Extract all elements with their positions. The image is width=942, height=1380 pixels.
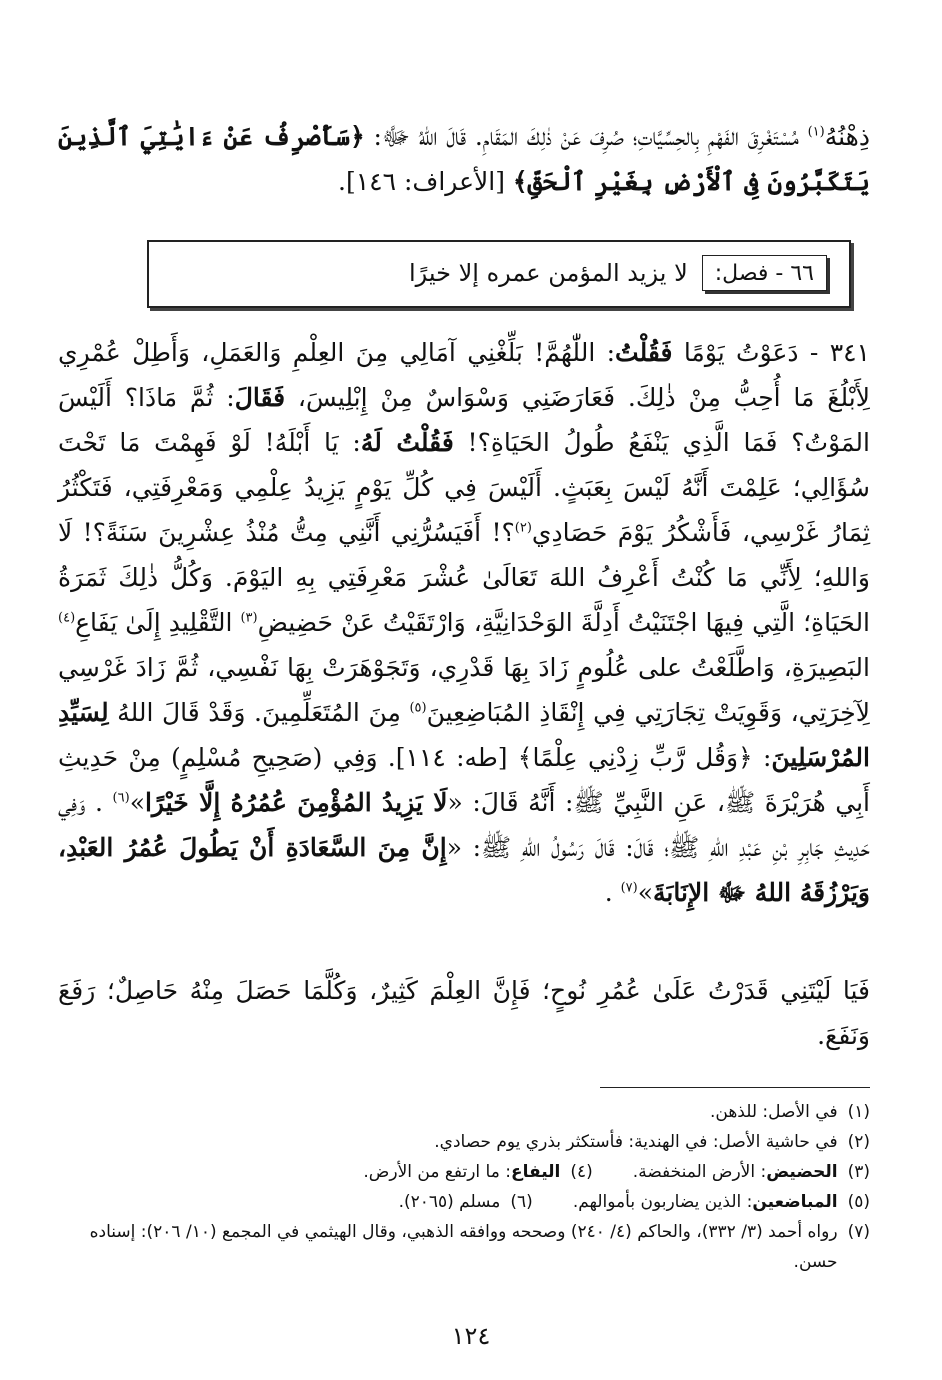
footnote-text: في حاشية الأصل: في الهندية: فأستكثر بذري يوم حصادي. (434, 1132, 838, 1152)
intro-paragraph (58, 114, 870, 204)
footnote-text: : الذين يضاربون بأموالهم. (572, 1192, 753, 1212)
footnote-ref-4[interactable]: (٤) (58, 610, 76, 626)
text-segment: . وَفِي حَدِيثِ جَابِرِ بْنِ عَبْدِ اللهِ ﷺ؛ قَالَ: قَالَ رَسُولُ اللهِ ﷺ: « (58, 788, 870, 862)
footnote-number: (٦) (510, 1192, 533, 1212)
footnote-ref-2[interactable]: (٢) (514, 520, 532, 536)
verse-reference: [الأعراف: ١٤٦]. (338, 167, 513, 196)
footnote-text: : ما ارتفع من الأرض. (363, 1162, 511, 1182)
footnote-divider (600, 1087, 870, 1088)
intro-text-2: مُسْتَغْرِقَ الفَهْمِ بِالحِسِّيَّاتِ؛ صُرِفَ عَنْ ذٰلِكَ المَقَامِ. قَالَ اللهُ ﷻ: (364, 122, 808, 151)
footnote-term: المباضعين (752, 1192, 838, 1212)
footnote-text: : الأرض المنخفضة. (632, 1162, 767, 1182)
footnote-number: (٣) (847, 1162, 870, 1182)
text-segment: » (637, 878, 654, 907)
page-number: ١٢٤ (451, 1322, 491, 1350)
main-paragraph (58, 330, 870, 915)
text-segment: . (604, 878, 621, 907)
closing-paragraph (58, 968, 870, 1058)
text-segment: : ﴿وَقُل رَّبِّ زِدْنِي عِلْمًا﴾ [طه: ١١٤]. وَفِي (صَحِيحِ مُسْلِمٍ) مِنْ حَدِيثِ أَبِي هُرَيْرَةَ ﷺ، عَنِ النَّبِيِّ ﷺ: أَنَّهُ قَالَ: « (58, 743, 870, 817)
footnote-number: (٤) (570, 1162, 593, 1182)
footnote-ref-7[interactable]: (٧) (620, 880, 638, 896)
section-title: لا يزيد المؤمن عمره إلا خيرًا (409, 259, 688, 287)
text-segment: : اللّٰهُمَّ! بَلِّغْنِي آمَالِي مِنَ العِلْمِ وَالعَمَلِ، وَأَطِلْ عُمْرِي لِأَبْلُغَ مَا أُحِبُّ مِنْ ذٰلِكَ. فَعَارَضَنِي وَسْوَاسٌ مِنْ إِبْلِيسَ، (58, 338, 870, 412)
bold-phrase: فَقُلْتُ لَهُ (360, 428, 454, 457)
bold-phrase: فَقُلْتُ (615, 338, 673, 367)
text-segment: : ثُمَّ مَاذَا؟ أَلَيْسَ المَوْتُ؟ فَمَا الَّذِي يَنْفَعُ طُولُ الحَيَاةِ؟! (58, 383, 870, 457)
footnote-ref-6[interactable]: (٦) (112, 790, 130, 806)
footnote-number: (٥) (847, 1192, 870, 1212)
intro-text-1: ذِهْنُهُ (824, 122, 870, 151)
footnotes (58, 1097, 870, 1277)
footnote-term: اليفاع (510, 1162, 561, 1182)
text-segment: التَّقْلِيدِ إِلَىٰ يَفَاعِ (75, 608, 241, 637)
footnote-row-3-4 (58, 1157, 870, 1187)
footnote-ref-1[interactable]: (١) (807, 124, 825, 140)
footnote-7 (58, 1217, 870, 1277)
footnote-term: الحضيض (766, 1162, 838, 1182)
quran-verse: ﴿سَأَصْرِفُ عَنْ ءَايَٰتِيَ ٱلَّذِينَ يَتَكَبَّرُونَ فِى ٱلْأَرْضِ بِغَيْرِ ٱلْحَقِّ﴾ (58, 122, 870, 196)
section-heading (409, 254, 827, 292)
footnote-1 (58, 1097, 870, 1127)
footnote-5 (573, 1187, 870, 1217)
bold-phrase: لِسَيِّدِ المُرْسَلِينَ (58, 698, 870, 772)
footnote-text: في الأصل: للذهن. (709, 1102, 838, 1122)
footnote-6 (399, 1187, 533, 1217)
footnote-4 (363, 1157, 592, 1187)
text-segment: ٣٤١ - دَعَوْتُ يَوْمًا (672, 338, 870, 367)
footnote-ref-5[interactable]: (٥) (409, 700, 427, 716)
closing-text: فَيَا لَيْتَنِي قَدَرْتُ عَلَىٰ عُمُرِ نُوحٍ؛ فَإِنَّ العِلْمَ كَثِيرٌ، وَكُلَّمَا حَصَلَ مِنْهُ حَاصِلٌ؛ رَفَعَ وَنَفَعَ. (58, 976, 870, 1050)
text-segment: مِنَ المُتَعَلِّمِينَ. وَقَدْ قَالَ اللهُ (108, 698, 410, 727)
footnote-number: (٧) (847, 1222, 870, 1242)
footnote-number: (١) (847, 1102, 870, 1122)
footnote-text: رواه أحمد (٣/ ٣٣٢)، والحاكم (٤/ ٢٤٠) وصححه ووافقه الذهبي، وقال الهيثمي في المجمع (١٠/ ٢٠٦): إسناده حسن. (89, 1222, 838, 1272)
footnote-3 (633, 1157, 870, 1187)
footnote-ref-3[interactable]: (٣) (240, 610, 258, 626)
section-heading-box (147, 240, 851, 308)
text-segment: » (129, 788, 145, 817)
hadith-text: إِنَّ مِنَ السَّعَادَةِ أَنْ يَطُولَ عُمُرُ العَبْدِ، وَيَرْزُقَهُ اللهُ ﷻ الإِنَابَةَ (58, 833, 870, 907)
text-segment: : يَا أَبْلَهُ! لَوْ فَهِمْتَ مَا تَحْتَ سُؤَالِي؛ عَلِمْتَ أَنَّهُ لَيْسَ بِعَبَثٍ. أَلَيْسَ فِي كُلِّ يَوْمٍ يَزِيدُ عِلْمِي وَمَعْرِفَتِي، فَتَكْثُرُ ثِمَارُ غَرْسِي، فَأَشْكُرُ يَوْمَ حَصَادِي (58, 428, 870, 547)
bold-phrase: فَقَالَ (234, 383, 286, 412)
footnote-2 (58, 1127, 870, 1157)
text-segment: ؟! أَفَيَسُرُّنِي أَنَّنِي مِتُّ مُنْذُ عِشْرِينَ سَنَةً؟! لَا وَاللهِ؛ لِأَنِّي مَا كُنْتُ أَعْرِفُ اللهَ تَعَالَىٰ عُشْرَ مَعْرِفَتِي بِهِ اليَوْمَ. وَكُلُّ ذٰلِكَ ثَمَرَةُ الحَيَاةِ؛ الَّتِي فِيهَا اجْتَنَيْتُ أَدِلَّةَ الوَحْدَانِيَّةِ، وَارْتَقَيْتُ عَنْ حَضِيضِ (58, 518, 871, 637)
footnote-number: (٢) (847, 1132, 870, 1152)
footnote-text: مسلم (٢٠٦٥). (398, 1192, 501, 1212)
footnote-row-5-6 (58, 1187, 870, 1217)
text-segment: البَصِيرَةِ، وَاطَّلَعْتُ على عُلُومٍ زَادَ بِهَا قَدْرِي، وَتَجَوْهَرَتْ بِهَا نَفْسِي، ثُمَّ زَادَ غَرْسِي لِآخِرَتِي، وَقَوِيَتْ تِجَارَتِي فِي إِنْقَاذِ المُبَاضِعِينَ (58, 653, 870, 727)
section-number-label: ٦٦ - فصل: (702, 255, 827, 291)
hadith-text: لَا يَزِيدُ المُؤْمِنَ عُمُرُهُ إِلَّا خَيْرًا (144, 788, 448, 817)
